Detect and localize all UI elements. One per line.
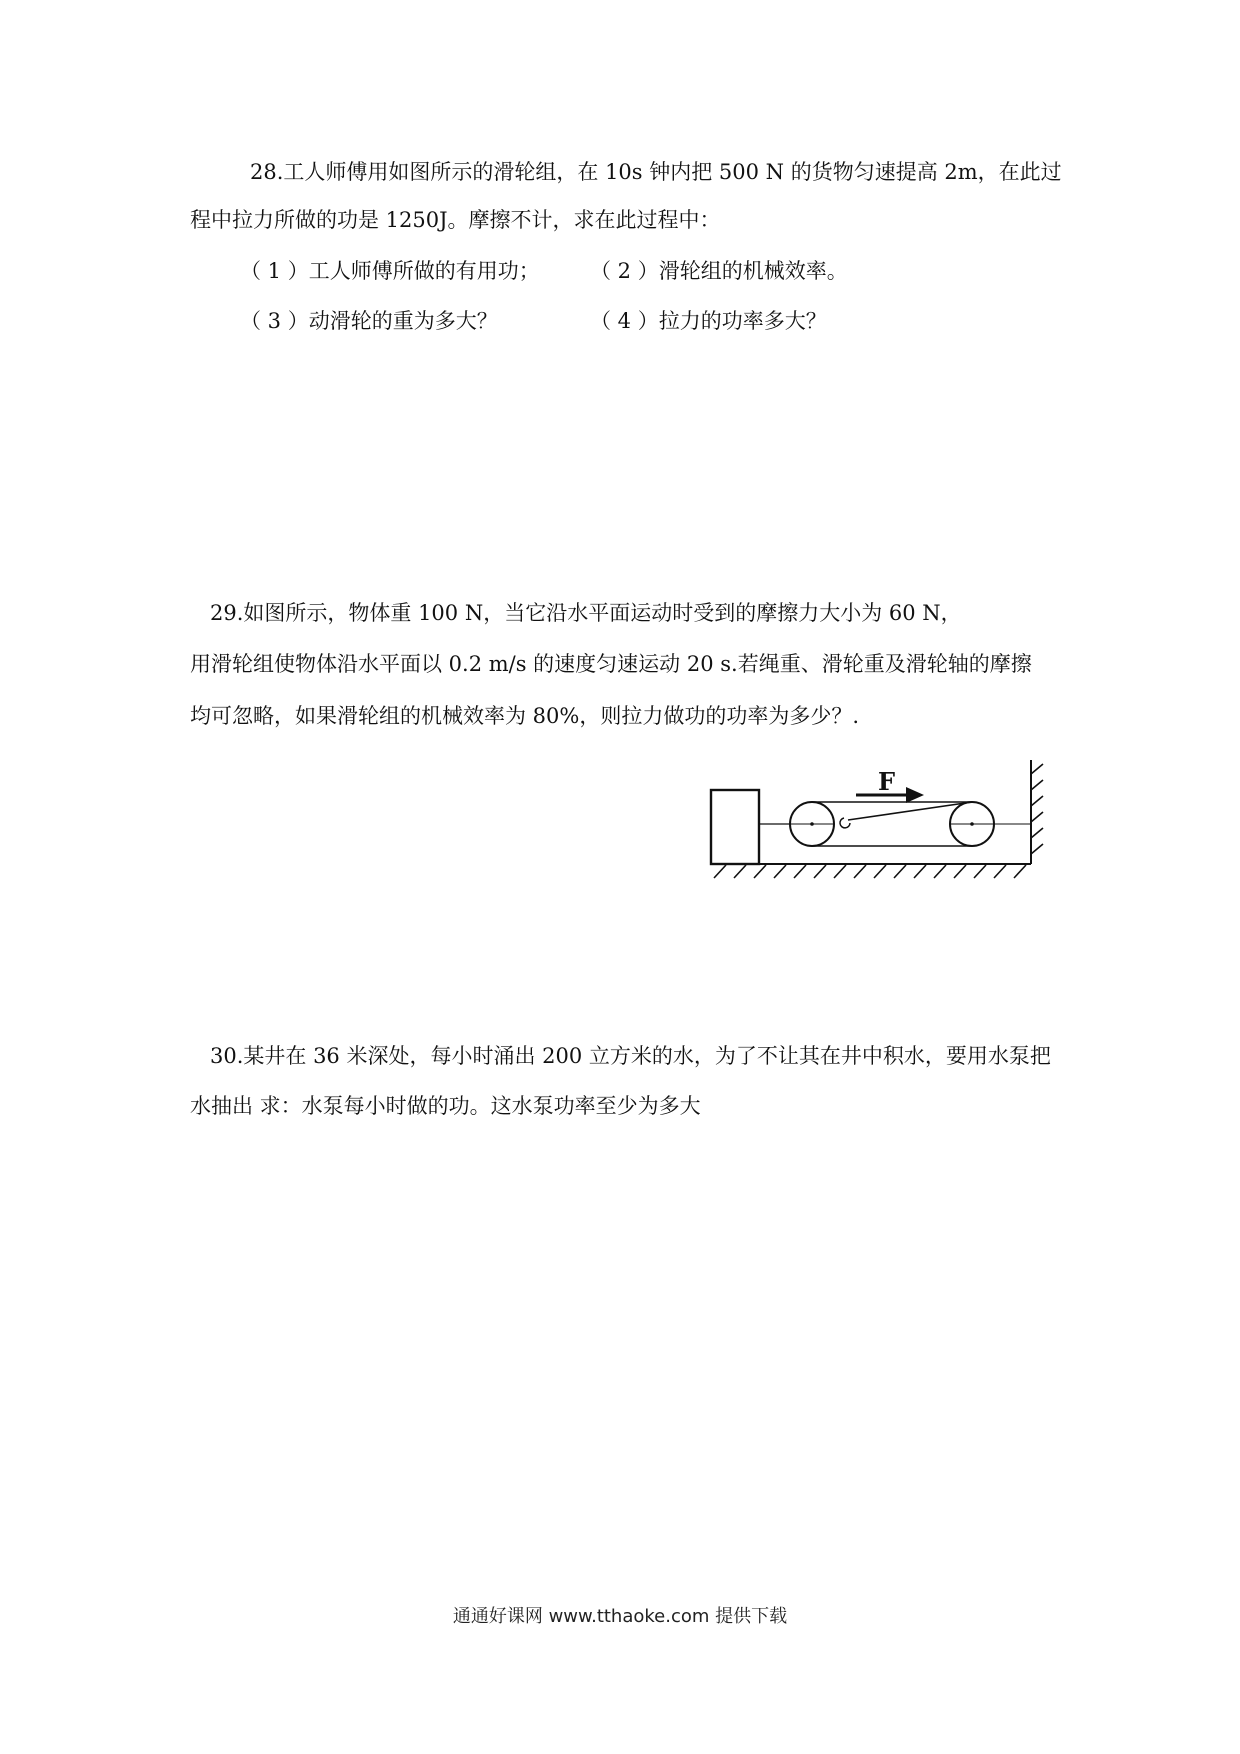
q28-subquestion-4: （ 4 ）拉力的功率多大？ — [590, 309, 827, 333]
ground-hatching — [714, 865, 1026, 878]
q28-subquestion-3: （ 3 ）动滑轮的重为多大？ — [240, 309, 498, 333]
force-label: F — [878, 767, 896, 796]
q28-subquestion-1: （ 1 ）工人师傅所做的有用功； — [240, 259, 540, 283]
footer-credit: 通通好课网 www.tthaoke.com 提供下载 — [452, 1606, 788, 1627]
q28-line-1: 28.工人师傅用如图所示的滑轮组，在 10s 钟内把 500 N 的货物匀速提高 2m，在此过 — [250, 160, 1062, 184]
pulley-diagram — [700, 752, 1070, 907]
q29-line-3: 均可忽略，如果滑轮组的机械效率为 80%，则拉力做功的功率为多少？. — [190, 704, 860, 728]
q28-subquestion-2: （ 2 ）滑轮组的机械效率。 — [590, 259, 848, 283]
q28-line-2: 程中拉力所做的功是 1250J。摩擦不计，求在此过程中： — [190, 208, 721, 232]
q29-line-2: 用滑轮组使物体沿水平面以 0.2 m/s 的速度匀速运动 20 s.若绳重、滑轮重及滑轮轴的摩擦 — [190, 652, 1032, 676]
force-arrow-head — [906, 787, 924, 803]
q29-line-1: 29.如图所示，物体重 100 N，当它沿水平面运动时受到的摩擦力大小为 60 N， — [210, 601, 962, 625]
object-block — [711, 790, 759, 864]
q30-line-1: 30.某井在 36 米深处，每小时涌出 200 立方米的水，为了不让其在井中积水，要用水泵把 — [210, 1044, 1051, 1068]
q30-line-2: 水抽出 求：水泵每小时做的功。这水泵功率至少为多大 — [190, 1094, 701, 1118]
wall-hatching — [1031, 764, 1043, 854]
